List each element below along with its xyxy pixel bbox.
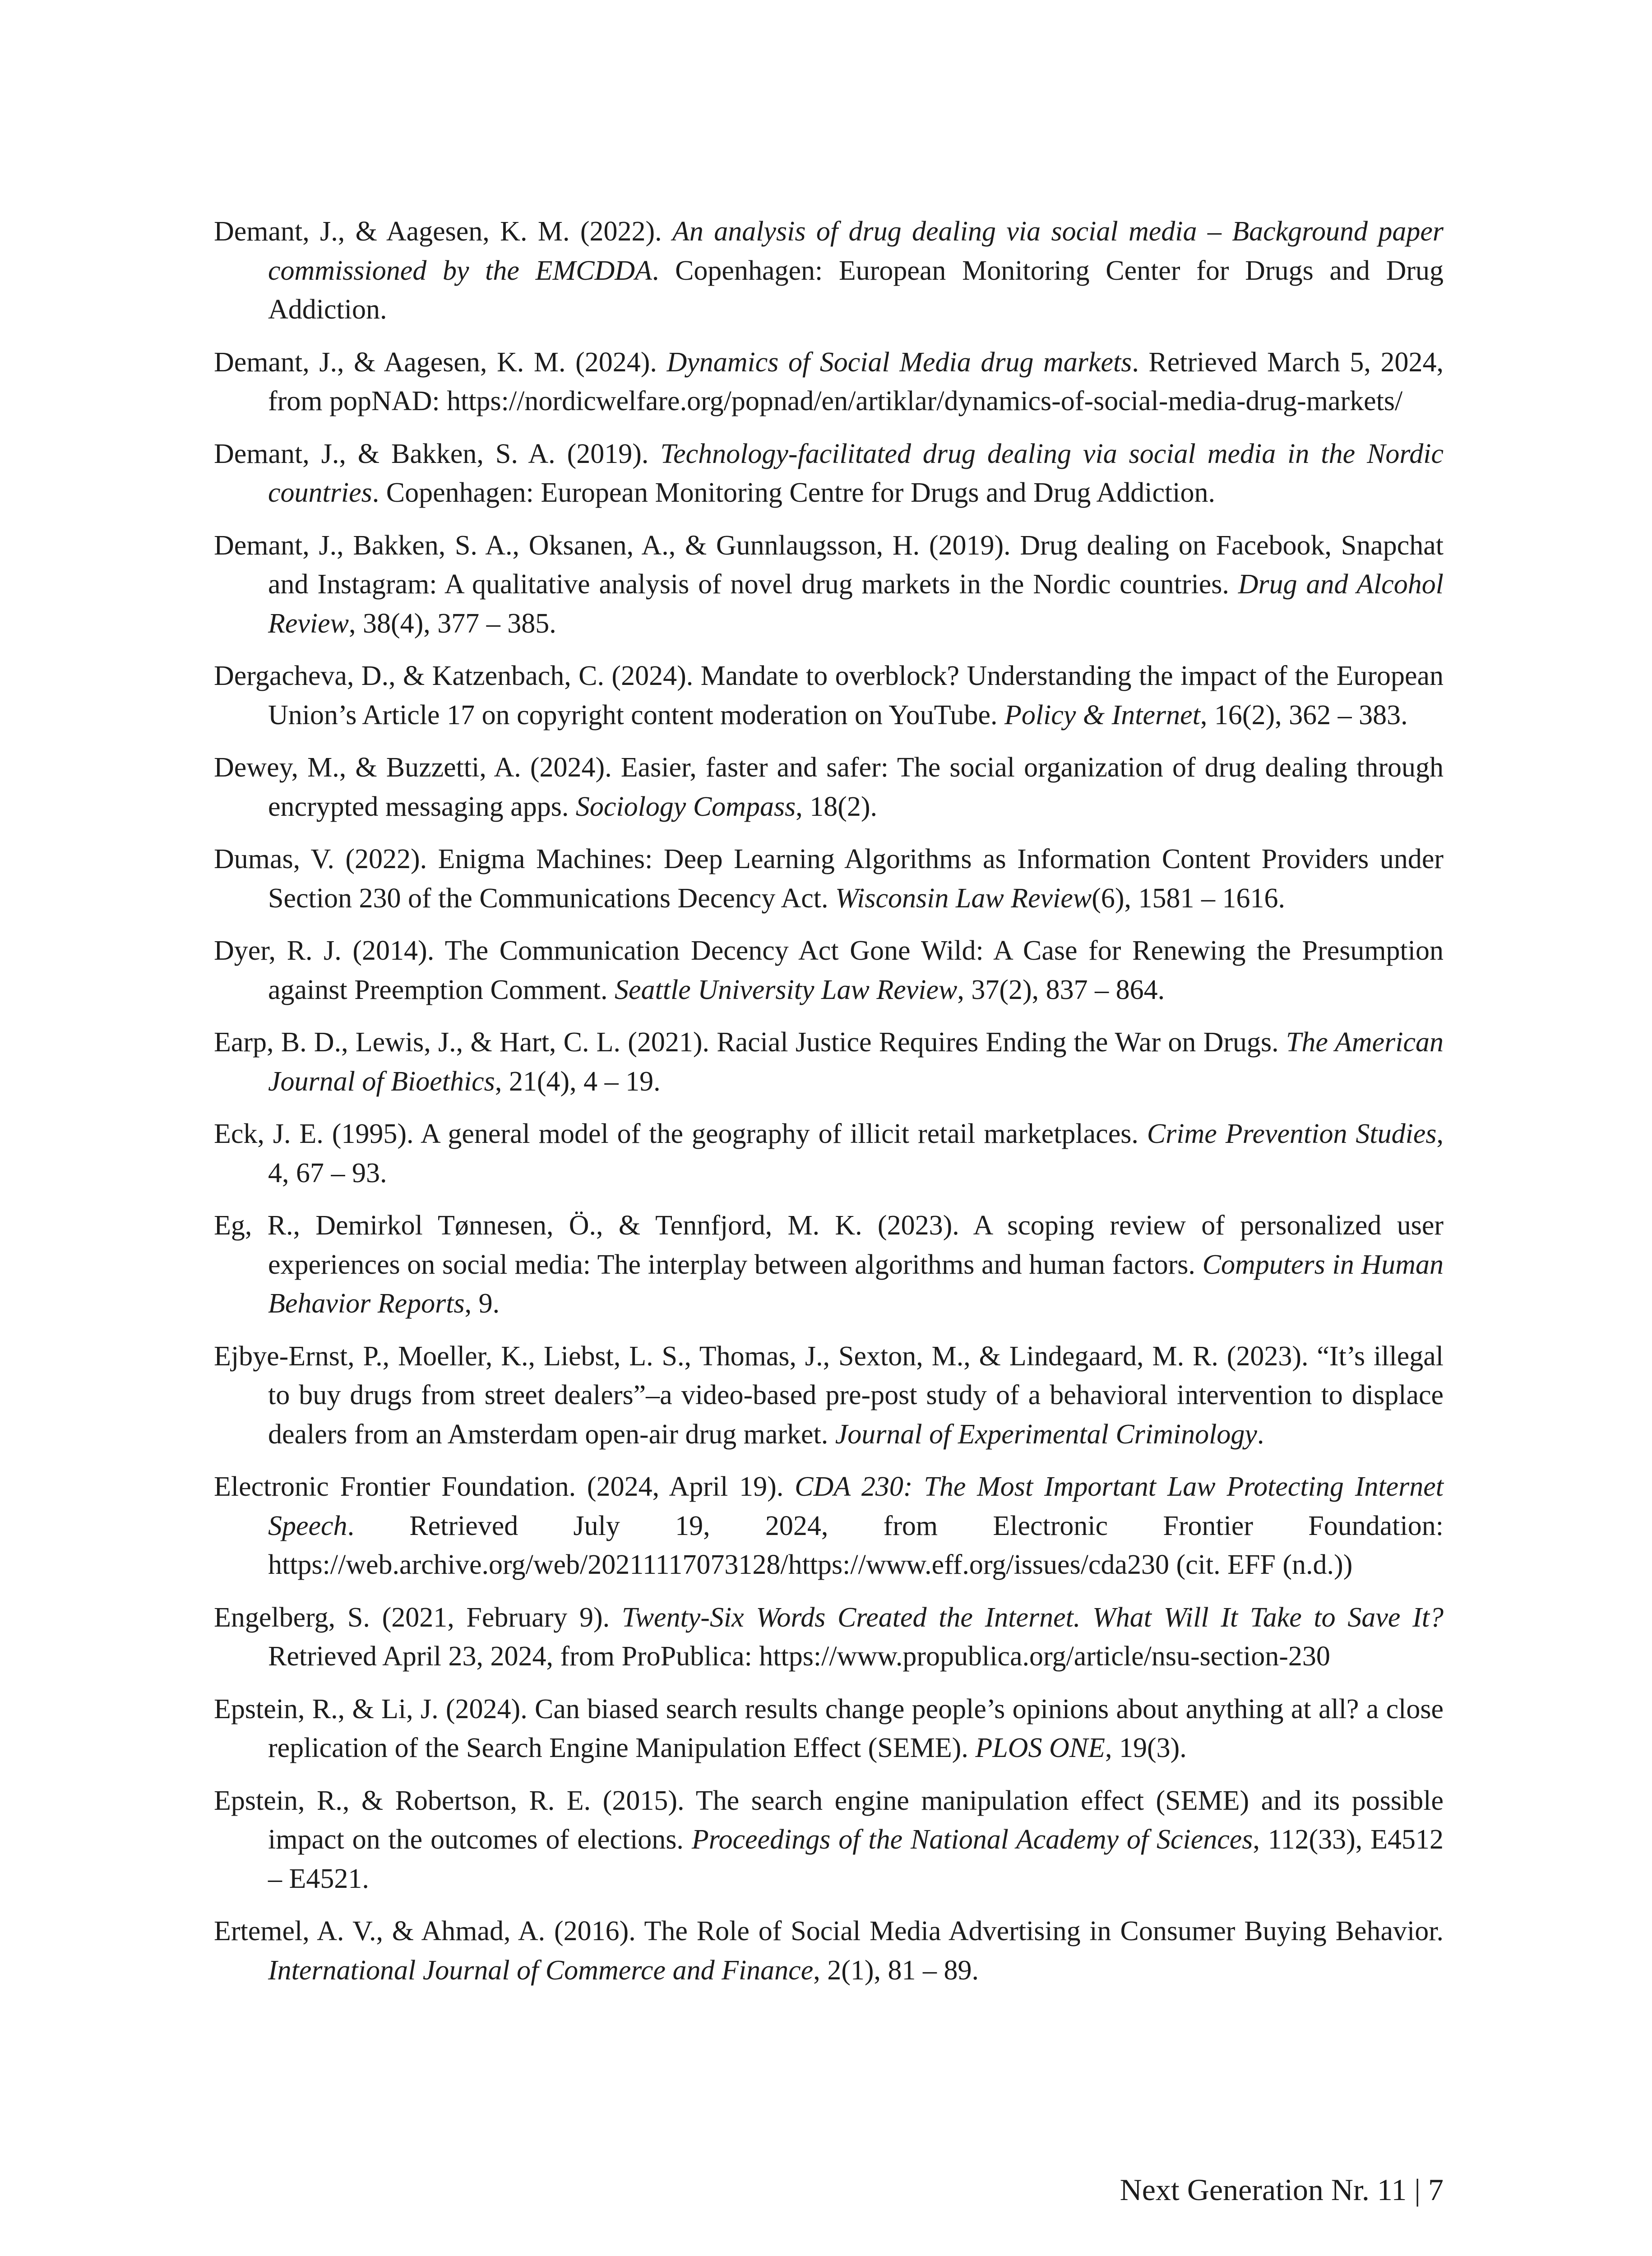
reference-text: Ejbye-Ernst, P., Moeller, K., Liebst, L. S., Thomas, J., Sexton, M., & Lindegaard, M. R. (2023). “It’s illegal to buy drugs from street dealers”–a video-based pre-post study of a behavioral intervention to displace dealers from an Amsterdam open-air drug market.: [214, 1341, 1444, 1450]
reference-text: Dyer, R. J. (2014). The Communication Decency Act Gone Wild: A Case for Renewing the Presumption against Preemption Comment.: [214, 935, 1444, 1005]
reference-entry: [214, 526, 1444, 643]
reference-text: , 4, 67 – 93.: [268, 1119, 1444, 1188]
reference-entry: [214, 931, 1444, 1009]
reference-text: . Copenhagen: European Monitoring Centre for Drugs and Drug Addiction.: [372, 477, 1215, 508]
reference-text: Demant, J., Bakken, S. A., Oksanen, A., & Gunnlaugsson, H. (2019). Drug dealing on Facebook, Snapchat and Instagram: A qualitative analysis of novel drug markets in the Nordic countries.: [214, 530, 1444, 600]
reference-entry: [214, 343, 1444, 421]
reference-text: , 16(2), 362 – 383.: [1200, 699, 1408, 730]
reference-text: (6), 1581 – 1616.: [1092, 883, 1286, 914]
reference-text: Retrieved April 23, 2024, from ProPublica: https://www.propublica.org/article/nsu-section-230: [268, 1641, 1330, 1672]
reference-entry: [214, 1781, 1444, 1899]
reference-text: .: [1257, 1419, 1264, 1450]
reference-text: , 19(3).: [1105, 1733, 1187, 1763]
reference-text: Dewey, M., & Buzzetti, A. (2024). Easier, faster and safer: The social organization of drug dealing through encrypted messaging apps.: [214, 752, 1444, 822]
reference-text: , 112(33), E4512 – E4521.: [268, 1824, 1444, 1894]
reference-title-italic: Policy & Internet: [1004, 699, 1200, 730]
reference-text: . Copenhagen: European Monitoring Center for Drugs and Drug Addiction.: [268, 255, 1444, 325]
reference-text: , 2(1), 81 – 89.: [813, 1955, 979, 1986]
reference-entry: [214, 840, 1444, 918]
reference-title-italic: Dynamics of Social Media drug markets: [666, 347, 1132, 378]
reference-entry: [214, 748, 1444, 826]
reference-title-italic: International Journal of Commerce and Finance: [268, 1955, 814, 1986]
reference-text: . Retrieved July 19, 2024, from Electronic Frontier Foundation: https://web.archive.org/web/20211117073128/https://www.eff.org/issues/cda230 (cit. EFF (n.d.)): [268, 1510, 1444, 1580]
reference-title-italic: Wisconsin Law Review: [835, 883, 1092, 914]
reference-entry: [214, 1912, 1444, 1990]
reference-text: Electronic Frontier Foundation. (2024, April 19).: [214, 1471, 795, 1502]
reference-entry: [214, 1337, 1444, 1454]
page-footer: Next Generation Nr. 11 | 7: [1120, 2173, 1444, 2207]
reference-entry: [214, 1690, 1444, 1768]
reference-text: Eg, R., Demirkol Tønnesen, Ö., & Tennfjord, M. K. (2023). A scoping review of personalized user experiences on social media: The interplay between algorithms and human factors.: [214, 1210, 1444, 1280]
reference-text: . Retrieved March 5, 2024, from popNAD: https://nordicwelfare.org/popnad/en/artiklar/dynamics-of-social-media-drug-markets/: [268, 347, 1444, 416]
reference-text: Dumas, V. (2022). Enigma Machines: Deep Learning Algorithms as Information Content Providers under Section 230 of the Communications Decency Act.: [214, 844, 1444, 914]
reference-text: , 18(2).: [796, 791, 877, 822]
reference-title-italic: Technology-facilitated drug dealing via social media in the Nordic countries: [268, 438, 1444, 508]
reference-text: Demant, J., & Aagesen, K. M. (2024).: [214, 347, 667, 378]
reference-entry: [214, 435, 1444, 513]
reference-text: Engelberg, S. (2021, February 9).: [214, 1602, 622, 1633]
reference-title-italic: Drug and Alcohol Review: [268, 569, 1444, 639]
reference-entry: [214, 1023, 1444, 1101]
reference-title-italic: Sociology Compass: [575, 791, 796, 822]
reference-title-italic: Proceedings of the National Academy of Sciences: [691, 1824, 1253, 1855]
reference-title-italic: Journal of Experimental Criminology: [835, 1419, 1257, 1450]
reference-text: Epstein, R., & Li, J. (2024). Can biased search results change people’s opinions about anything at all? a close replication of the Search Engine Manipulation Effect (SEME).: [214, 1693, 1444, 1763]
reference-title-italic: The American Journal of Bioethics: [268, 1027, 1444, 1097]
reference-entry: [214, 1598, 1444, 1676]
reference-text: Earp, B. D., Lewis, J., & Hart, C. L. (2021). Racial Justice Requires Ending the War on Drugs.: [214, 1027, 1286, 1058]
reference-text: , 38(4), 377 – 385.: [349, 608, 556, 639]
reference-entry: [214, 1114, 1444, 1193]
reference-entry: [214, 656, 1444, 735]
reference-entry: [214, 1206, 1444, 1323]
reference-text: , 21(4), 4 – 19.: [495, 1066, 661, 1097]
reference-text: Dergacheva, D., & Katzenbach, C. (2024). Mandate to overblock? Understanding the impact of the European Union’s Article 17 on copyright content moderation on YouTube.: [214, 661, 1444, 730]
reference-title-italic: Seattle University Law Review: [615, 974, 958, 1005]
reference-title-italic: CDA 230: The Most Important Law Protecting Internet Speech: [268, 1471, 1444, 1541]
reference-text: Epstein, R., & Robertson, R. E. (2015). The search engine manipulation effect (SEME) and its possible impact on the outcomes of elections.: [214, 1785, 1444, 1855]
reference-text: Ertemel, A. V., & Ahmad, A. (2016). The Role of Social Media Advertising in Consumer Buying Behavior.: [214, 1916, 1444, 1946]
reference-text: Eck, J. E. (1995). A general model of the geography of illicit retail marketplaces.: [214, 1119, 1147, 1149]
reference-entry: [214, 1467, 1444, 1585]
reference-text: , 9.: [464, 1288, 500, 1319]
reference-text: , 37(2), 837 – 864.: [957, 974, 1165, 1005]
reference-text: Demant, J., & Bakken, S. A. (2019).: [214, 438, 661, 469]
reference-title-italic: Computers in Human Behavior Reports: [268, 1249, 1444, 1319]
reference-title-italic: An analysis of drug dealing via social media – Background paper commissioned by the EMCDDA: [268, 216, 1444, 286]
reference-title-italic: Twenty-Six Words Created the Internet. What Will It Take to Save It?: [621, 1602, 1444, 1633]
reference-text: Demant, J., & Aagesen, K. M. (2022).: [214, 216, 673, 247]
reference-title-italic: PLOS ONE: [975, 1733, 1105, 1763]
reference-entry: [214, 212, 1444, 329]
reference-list: [214, 212, 1444, 2003]
reference-title-italic: Crime Prevention Studies: [1147, 1119, 1437, 1149]
